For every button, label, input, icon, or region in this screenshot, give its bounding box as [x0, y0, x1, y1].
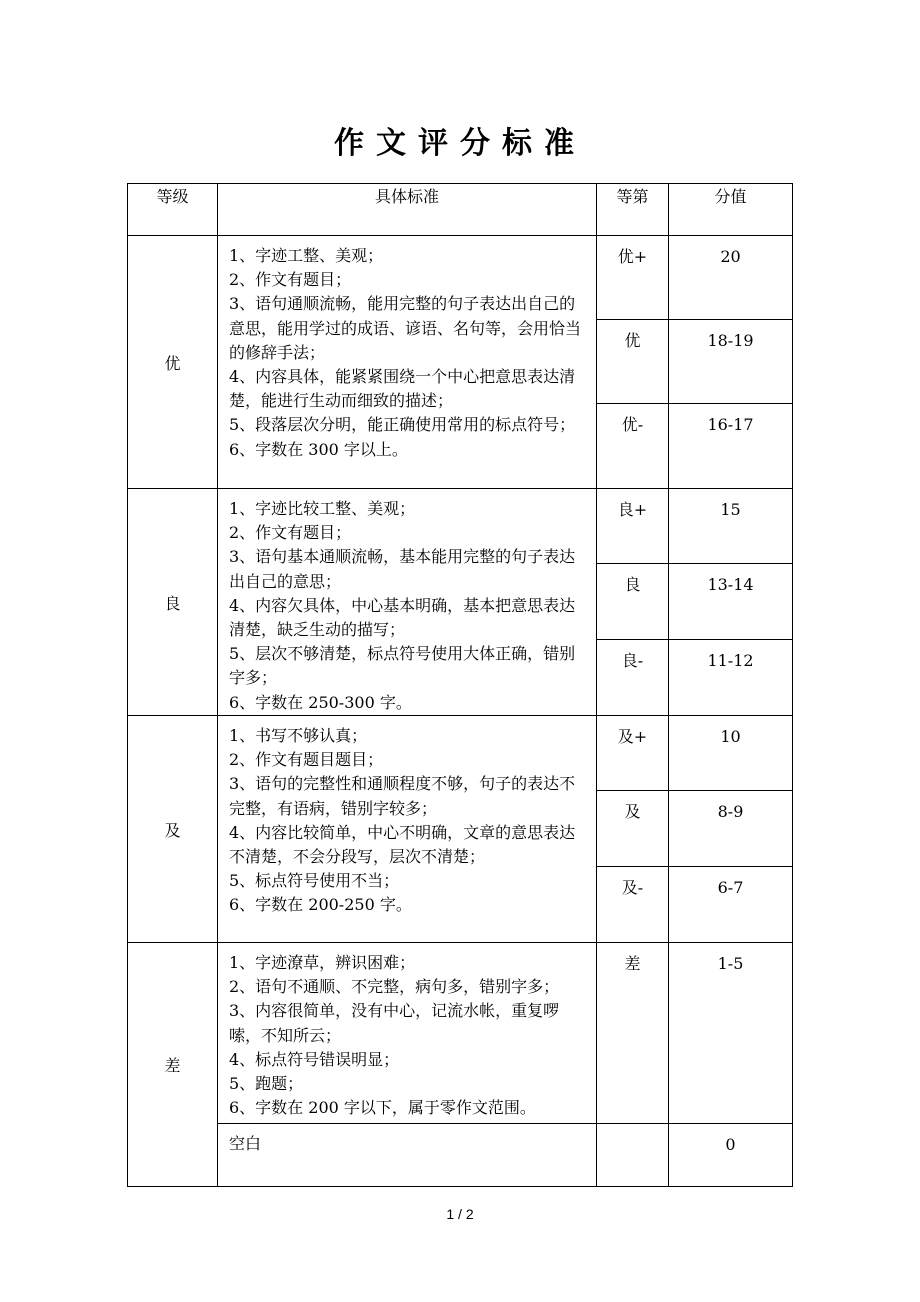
- grade-cell: 差: [597, 943, 669, 1124]
- criteria-line: 6、字数在 300 字以上。: [229, 439, 408, 459]
- criteria-line: 5、标点符号使用不当；: [229, 871, 400, 891]
- table-row: [128, 236, 793, 320]
- grade-cell: 优+: [597, 236, 669, 320]
- score-cell: 10: [669, 716, 793, 791]
- criteria-line: 1、字迹工整、美观；: [229, 246, 384, 265]
- grade-cell: 良-: [597, 640, 669, 716]
- criteria-line: 2、作文有题目题目；: [229, 750, 384, 770]
- level-cell: 差: [128, 943, 218, 1187]
- grade-cell: 及+: [597, 716, 669, 791]
- score-cell: 16-17: [669, 404, 793, 489]
- header-criteria: 具体标准: [218, 184, 597, 236]
- grade-cell: 及: [597, 791, 669, 867]
- score-cell: 11-12: [669, 640, 793, 716]
- header-level: 等级: [128, 184, 218, 236]
- criteria-line: 6、字数在 200 字以下，属于零作文范围。: [229, 1098, 536, 1118]
- score-cell: 20: [669, 236, 793, 320]
- table-row: [128, 1124, 793, 1187]
- criteria-line: 3、内容很简单，没有中心，记流水帐，重复啰嗦，不知所云；: [229, 1001, 560, 1045]
- criteria-line: 5、层次不够清楚，标点符号使用大体正确，错别字多；: [229, 644, 576, 688]
- scoring-table: [127, 183, 793, 1187]
- criteria-line: 1、字迹比较工整、美观；: [229, 499, 416, 518]
- level-cell: 良: [128, 489, 218, 716]
- score-cell: 15: [669, 489, 793, 564]
- table-row: [128, 716, 793, 791]
- criteria-line: 2、作文有题目；: [229, 270, 352, 290]
- table-header-row: [128, 184, 793, 236]
- criteria-line: 3、语句通顺流畅，能用完整的句子表达出自己的意思，能用学过的成语、谚语、名句等，会用恰当的修辞手法；: [229, 294, 582, 362]
- header-grade: 等第: [597, 184, 669, 236]
- score-cell: 8-9: [669, 791, 793, 867]
- grade-cell: 优: [597, 320, 669, 404]
- criteria-line: 6、字数在 250-300 字。: [229, 692, 412, 712]
- criteria-line: 5、段落层次分明，能正确使用常用的标点符号；: [229, 415, 576, 435]
- score-cell: 13-14: [669, 564, 793, 640]
- criteria-line: 4、内容比较简单，中心不明确，文章的意思表达不清楚，不会分段写，层次不清楚；: [229, 822, 576, 867]
- grade-cell: 良+: [597, 489, 669, 564]
- criteria-cell: [218, 943, 597, 1124]
- criteria-line: 1、书写不够认真；: [229, 726, 368, 745]
- criteria-line: 2、语句不通顺、不完整，病句多，错别字多；: [229, 977, 560, 997]
- criteria-cell: [218, 716, 597, 943]
- score-cell: 1-5: [669, 943, 793, 1124]
- header-score: 分值: [669, 184, 793, 236]
- criteria-line: 4、内容具体，能紧紧围绕一个中心把意思表达清楚，能进行生动而细致的描述；: [229, 367, 576, 411]
- level-cell: 及: [128, 716, 218, 943]
- criteria-line: 3、语句的完整性和通顺程度不够，句子的表达不完整，有语病，错别字较多；: [229, 774, 576, 818]
- criteria-line: 4、标点符号错误明显；: [229, 1049, 400, 1069]
- blank-grade-cell: [597, 1124, 669, 1187]
- criteria-line: 5、跑题；: [229, 1074, 304, 1094]
- score-cell: 18-19: [669, 320, 793, 404]
- criteria-line: 1、字迹潦草，辨识困难；: [229, 953, 416, 972]
- grade-cell: 及-: [597, 867, 669, 943]
- page-title: 作文评分标准: [334, 126, 586, 161]
- page-number: 1 / 2: [446, 1206, 474, 1222]
- grade-cell: 优-: [597, 404, 669, 489]
- level-cell: 优: [128, 236, 218, 489]
- criteria-cell: [218, 489, 597, 716]
- table-row: [128, 943, 793, 1124]
- blank-score-cell: 0: [669, 1124, 793, 1187]
- criteria-line: 4、内容欠具体，中心基本明确，基本把意思表达清楚，缺乏生动的描写；: [229, 595, 576, 640]
- blank-label-cell: 空白: [218, 1124, 597, 1187]
- criteria-cell: [218, 236, 597, 489]
- criteria-line: 3、语句基本通顺流畅，基本能用完整的句子表达出自己的意思；: [229, 547, 576, 591]
- criteria-line: 2、作文有题目；: [229, 523, 352, 543]
- score-cell: 6-7: [669, 867, 793, 943]
- table-row: [128, 489, 793, 564]
- criteria-line: 6、字数在 200-250 字。: [229, 895, 412, 915]
- grade-cell: 良: [597, 564, 669, 640]
